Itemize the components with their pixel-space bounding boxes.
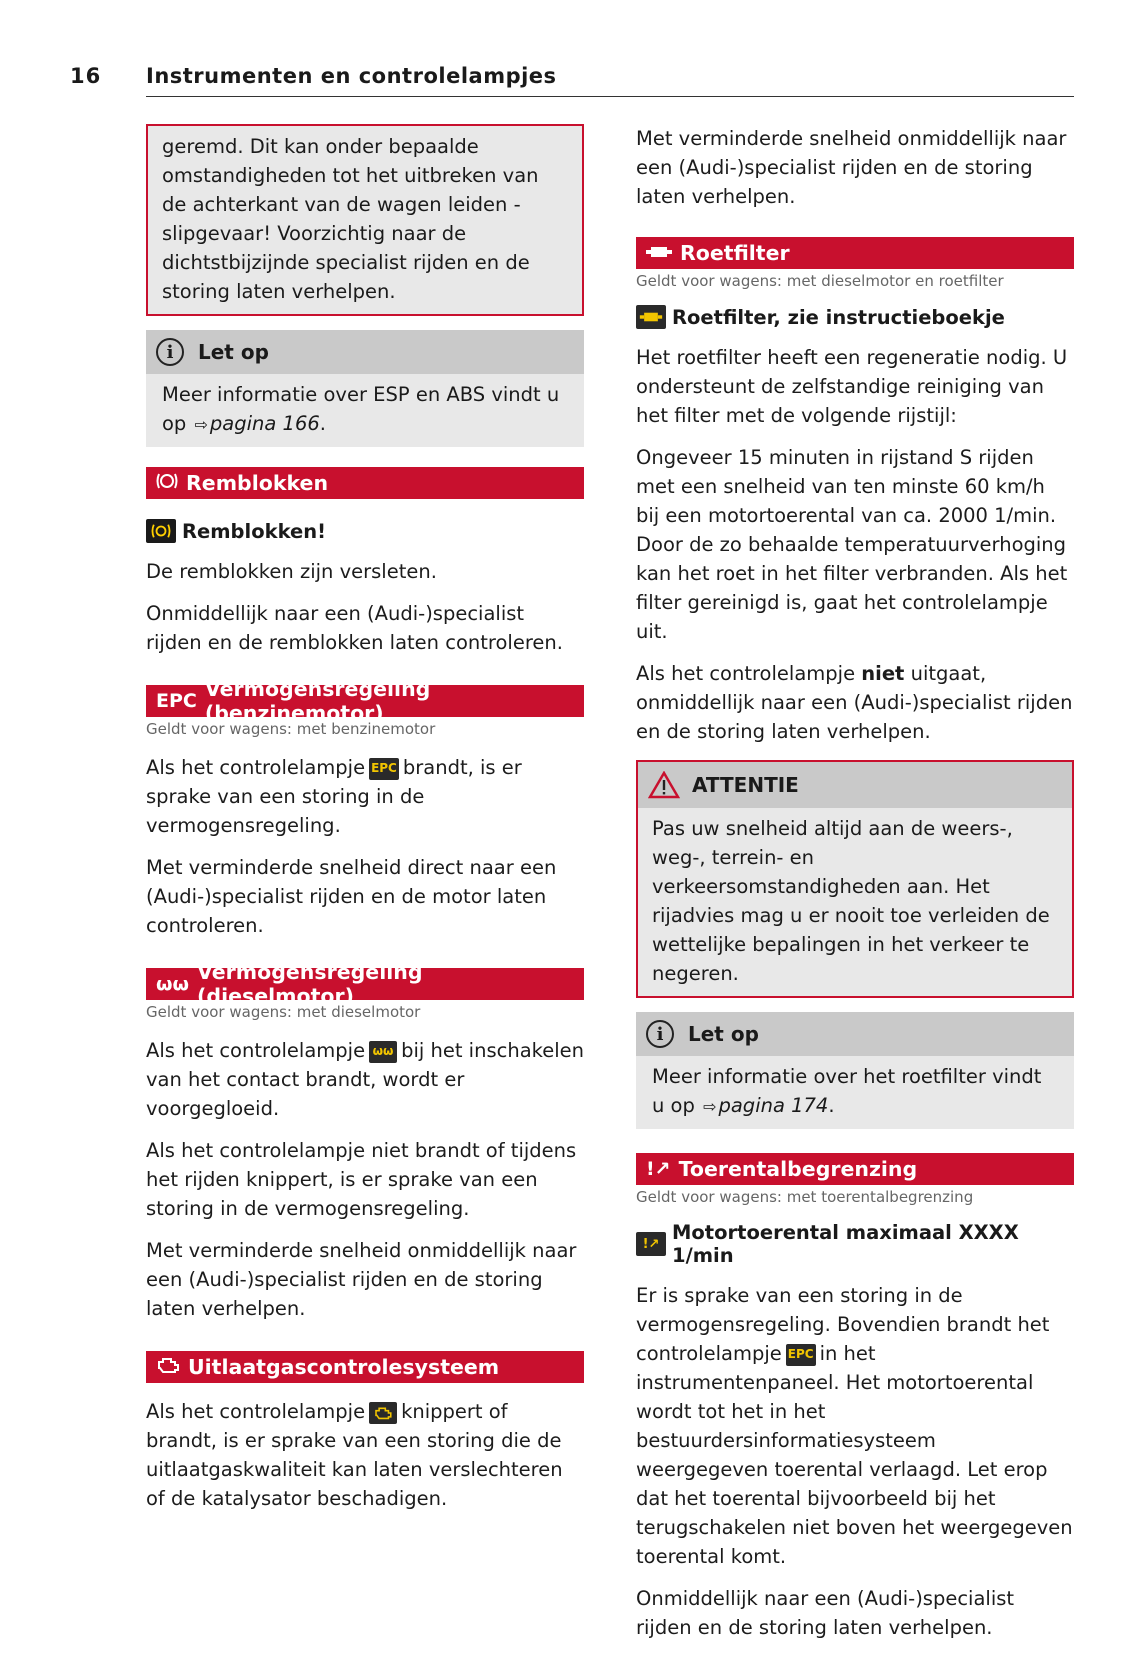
note-title: Let op bbox=[688, 1022, 759, 1046]
text: Als het controlelampje bbox=[146, 1400, 366, 1423]
note-body bbox=[146, 374, 584, 447]
epc-lamp-icon: EPC bbox=[369, 758, 399, 780]
section-soot-header bbox=[636, 237, 1074, 269]
attention-text: Pas uw snelheid altijd aan de weers-, weg-, terrein- en verkeersomstandigheden aan. Het rijadvies mag u er nooit toe verleiden de wettelijke bepalingen in het verkeer te negeren. bbox=[652, 817, 1050, 985]
epc-lamp-icon: EPC bbox=[786, 1344, 816, 1366]
brakepads-subhead bbox=[146, 519, 584, 543]
attention-title: ATTENTIE bbox=[692, 773, 799, 797]
text: Als het controlelampje bbox=[146, 756, 366, 779]
note-header bbox=[636, 1012, 1074, 1056]
paragraph: Onmiddellijk naar een (Audi-)specialist rijden en de remblokken laten controleren. bbox=[146, 602, 563, 654]
section-title: Roetfilter bbox=[680, 241, 790, 265]
page-header bbox=[0, 0, 1142, 100]
applies-to: Geldt voor wagens: met dieselmotor bbox=[146, 1003, 421, 1021]
note-body bbox=[636, 1056, 1074, 1129]
note-text-end: . bbox=[828, 1094, 835, 1117]
section-title: Uitlaatgascontrolesysteem bbox=[188, 1355, 500, 1379]
text: in het instrumentenpaneel. Het motortoerental wordt tot het in het bestuurdersinformatiesysteem weergegeven toerental verlaagd. Let erop dat het toerental bijvoorbeeld bij het terugschakelen niet boven het weergegeven toerental komt. bbox=[636, 1342, 1073, 1568]
rpm-limit-icon: !↗ bbox=[646, 1158, 671, 1180]
section-title: Vermogensregeling (dieselmotor) bbox=[197, 960, 423, 1008]
text: Als het controlelampje bbox=[146, 1039, 366, 1062]
section-rpm-header bbox=[636, 1153, 1074, 1185]
info-icon: i bbox=[646, 1020, 674, 1048]
soot-filter-lamp-icon bbox=[636, 305, 666, 329]
soot-subhead bbox=[636, 305, 1074, 329]
right-column bbox=[636, 124, 1074, 1655]
warning-triangle-icon bbox=[648, 771, 680, 799]
section-title: Remblokken bbox=[186, 471, 329, 495]
paragraph bbox=[636, 659, 1074, 746]
attention-box bbox=[636, 760, 1074, 998]
page-reference-link[interactable]: pagina 166 bbox=[209, 412, 320, 435]
engine-icon bbox=[156, 1356, 180, 1379]
glow-plug-lamp-icon: ωω bbox=[369, 1041, 397, 1063]
page-number: 16 bbox=[70, 64, 102, 88]
emphasis: niet bbox=[861, 662, 905, 685]
paragraph: Onmiddellijk naar een (Audi-)specialist rijden en de storing laten verhelpen. bbox=[636, 1587, 1015, 1639]
engine-lamp-icon bbox=[369, 1402, 397, 1424]
left-column bbox=[146, 124, 584, 1526]
soot-filter-icon bbox=[646, 242, 672, 264]
paragraph bbox=[146, 1397, 584, 1513]
subhead-text: Motortoerental maximaal XXXX 1/min bbox=[672, 1221, 1019, 1267]
section-diesel-header bbox=[146, 960, 584, 1008]
subhead-text: Roetfilter, zie instructieboekje bbox=[672, 305, 1005, 329]
info-icon: i bbox=[156, 338, 184, 366]
applies-to: Geldt voor wagens: met toerentalbegrenzing bbox=[636, 1188, 974, 1206]
note-esp-abs bbox=[146, 330, 584, 447]
brake-pad-icon bbox=[156, 471, 178, 496]
paragraph bbox=[146, 1036, 584, 1123]
paragraph: De remblokken zijn versleten. bbox=[146, 560, 437, 583]
paragraph bbox=[636, 1281, 1074, 1571]
section-brakepads-header bbox=[146, 467, 584, 499]
note-text-end: . bbox=[319, 412, 326, 435]
paragraph: Met verminderde snelheid direct naar een (Audi-)specialist rijden en de motor laten controleren. bbox=[146, 856, 557, 937]
rpm-subhead bbox=[636, 1221, 1074, 1267]
text: brandt, is er sprake van een storing in de vermogensregeling. bbox=[146, 756, 522, 837]
applies-to: Geldt voor wagens: met benzinemotor bbox=[146, 720, 436, 738]
text: Als het controlelampje bbox=[636, 662, 856, 685]
subhead-text: Remblokken! bbox=[182, 519, 327, 543]
paragraph bbox=[146, 753, 584, 840]
paragraph: Met verminderde snelheid onmiddellijk naar een (Audi-)specialist rijden en de storing laten verhelpen. bbox=[146, 1239, 577, 1320]
text: Er is sprake van een storing in de vermogensregeling. Bovendien brandt het controlelampje bbox=[636, 1284, 1050, 1365]
chapter-title: Instrumenten en controlelampjes bbox=[146, 64, 557, 88]
note-header bbox=[146, 330, 584, 374]
note-soot-filter bbox=[636, 1012, 1074, 1129]
applies-to: Geldt voor wagens: met dieselmotor en roetfilter bbox=[636, 272, 1004, 290]
section-title: Vermogensregeling (benzinemotor) bbox=[204, 677, 431, 725]
warning-box-continued bbox=[146, 124, 584, 316]
page-reference-link[interactable]: pagina 174 bbox=[718, 1094, 829, 1117]
text: bij het inschakelen van het contact brandt, wordt er voorgegloeid. bbox=[146, 1039, 585, 1120]
paragraph: Het roetfilter heeft een regeneratie nodig. U ondersteunt de zelfstandige reiniging van het filter met de volgende rijstijl: bbox=[636, 346, 1068, 427]
warning-continued-text: geremd. Dit kan onder bepaalde omstandigheden tot het uitbreken van de achterkant van de wagen leiden - slipgevaar! Voorzichtig naar de dichtstbijzijnde specialist rijden en de storing laten verhelpen. bbox=[162, 135, 539, 303]
brake-pad-lamp-icon bbox=[146, 519, 176, 543]
section-exhaust-header bbox=[146, 1351, 584, 1383]
paragraph: Met verminderde snelheid onmiddellijk naar een (Audi-)specialist rijden en de storing laten verhelpen. bbox=[636, 127, 1067, 208]
rpm-limit-lamp-icon: !↗ bbox=[636, 1232, 666, 1256]
paragraph: Als het controlelampje niet brandt of tijdens het rijden knippert, is er sprake van een storing in de vermogensregeling. bbox=[146, 1139, 577, 1220]
paragraph: Ongeveer 15 minuten in rijstand S rijden met een snelheid van ten minste 60 km/h bij een motortoerental van ca. 2000 1/min. Door de zo behaalde temperatuurverhoging kan het roet in het filter verbranden. Als het filter gereinigd is, gaat het controlelampje uit. bbox=[636, 446, 1068, 643]
note-text: Meer informatie over ESP en ABS vindt u op bbox=[162, 383, 560, 435]
page-ref-arrow-icon: ⇨ bbox=[194, 415, 208, 434]
text: uitgaat, onmiddellijk naar een (Audi-)specialist rijden en de storing laten verhelpen. bbox=[636, 662, 1073, 743]
glow-plug-icon: ωω bbox=[156, 973, 190, 995]
header-rule bbox=[146, 96, 1074, 97]
epc-icon: EPC bbox=[156, 690, 197, 712]
section-title: Toerentalbegrenzing bbox=[678, 1157, 918, 1181]
note-text: Meer informatie over het roetfilter vindt u op bbox=[652, 1065, 1042, 1117]
note-title: Let op bbox=[198, 340, 269, 364]
text: knippert of brandt, is er sprake van een storing die de uitlaatgaskwaliteit kan laten verslechteren of de katalysator beschadigen. bbox=[146, 1400, 563, 1510]
section-epc-header bbox=[146, 677, 584, 725]
page-ref-arrow-icon: ⇨ bbox=[703, 1097, 717, 1116]
attention-header bbox=[638, 762, 1072, 808]
